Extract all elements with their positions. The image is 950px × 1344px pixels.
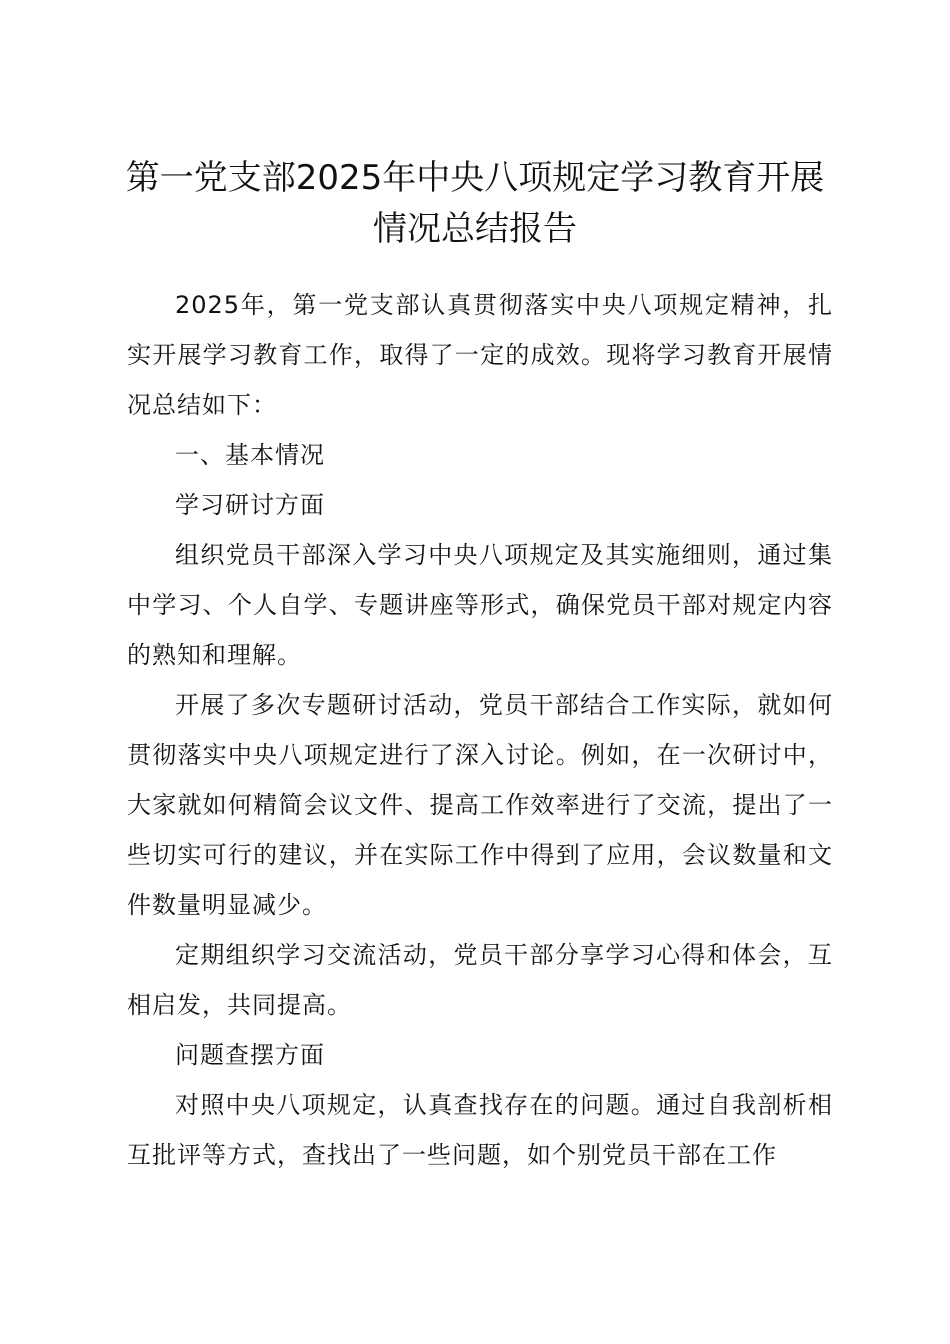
document-title: 第一党支部2025年中央八项规定学习教育开展情况总结报告: [125, 158, 825, 249]
paragraph-study-organization: 组织党员干部深入学习中央八项规定及其实施细则，通过集中学习、个人自学、专题讲座等形式，确保党员干部对规定内容的熟知和理解。: [127, 541, 833, 669]
intro-paragraph: 2025年，第一党支部认真贯彻落实中央八项规定精神，扎实开展学习教育工作，取得了一定的成效。现将学习教育开展情况总结如下：: [127, 291, 833, 419]
document-body: [127, 280, 833, 1180]
paragraph-seminar-activities: 开展了多次专题研讨活动，党员干部结合工作实际，就如何贯彻落实中央八项规定进行了深入讨论。例如，在一次研讨中，大家就如何精简会议文件、提高工作效率进行了交流，提出了一些切实可行的建议，并在实际工作中得到了应用，会议数量和文件数量明显减少。: [127, 691, 833, 919]
paragraph-exchange-activities: 定期组织学习交流活动，党员干部分享学习心得和体会，互相启发，共同提高。: [127, 941, 833, 1019]
subheading-study-discussion: 学习研讨方面: [175, 491, 325, 519]
paragraph-problem-finding: 对照中央八项规定，认真查找存在的问题。通过自我剖析相互批评等方式，查找出了一些问题，如个别党员干部在工作: [127, 1091, 833, 1169]
section-heading-basic-situation: 一、基本情况: [175, 441, 325, 469]
subheading-problem-finding: 问题查摆方面: [175, 1041, 325, 1069]
